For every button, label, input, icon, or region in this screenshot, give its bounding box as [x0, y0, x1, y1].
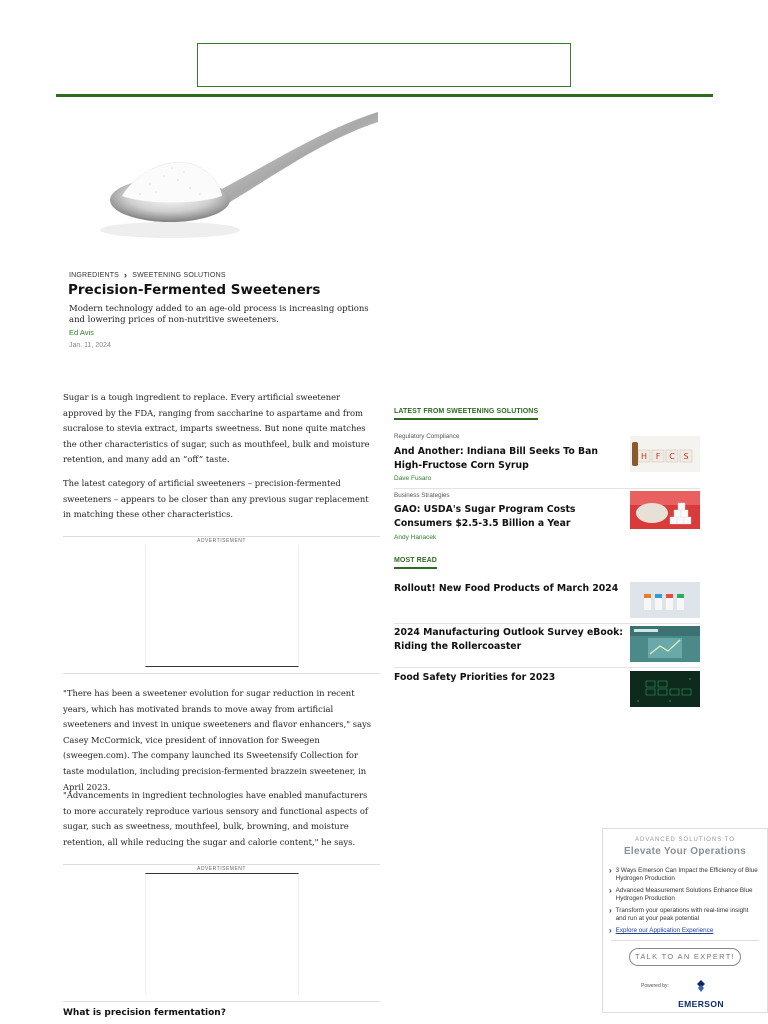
brand-name: EMERSON: [678, 999, 724, 1009]
promo-item[interactable]: › Advanced Measurement Solutions Enhance Blue Hydrogen Production: [609, 886, 753, 902]
ebook-cover-image[interactable]: [630, 626, 700, 662]
svg-text:F: F: [655, 452, 661, 461]
promo-link[interactable]: › Explore our Application Experience: [609, 926, 714, 935]
chevron-right-icon: ›: [609, 906, 612, 915]
promo-item[interactable]: › Transform your operations with real-time insight and run at your peak potential: [609, 906, 749, 922]
hfcs-blocks-image[interactable]: [630, 436, 700, 472]
svg-text:C: C: [669, 452, 675, 461]
svg-text:S: S: [683, 452, 689, 461]
article-author[interactable]: Ed Avis: [69, 328, 94, 337]
divider: [611, 940, 759, 941]
article-paragraph: "There has been a sweetener evolution for sugar reduction in recent years, which has motivated brands to move away from artificial sweeteners and invest in unique sweeteners and flavor enhancers," says Casey McCormick, vice president of innovation for Sweegen (sweegen.com). The company launched its Sweetensify Collection for taste modulation, including precision-fermented brazzein sweetener, in April 2023.: [63, 688, 372, 792]
chevron-right-icon: ›: [609, 886, 612, 895]
most-read-heading: MOST READ: [394, 557, 437, 569]
ad-slot[interactable]: [145, 873, 299, 995]
header-divider: [56, 94, 713, 97]
most-read-title[interactable]: 2024 Manufacturing Outlook Survey eBook: Riding the Rollercoaster: [394, 627, 624, 652]
most-read-title[interactable]: Rollout! New Food Products of March 2024: [394, 583, 619, 594]
divider: [394, 623, 700, 624]
promo-list: [609, 867, 767, 935]
sugar-spoon-image: [60, 100, 380, 260]
product-bottles-image[interactable]: [630, 582, 700, 618]
latest-author[interactable]: Andy Hanacek: [394, 534, 437, 541]
chevron-right-icon: ›: [609, 866, 612, 875]
talk-to-expert-button[interactable]: TALK TO AN EXPERT!: [629, 948, 741, 966]
article-date: Jan. 11, 2024: [69, 342, 111, 349]
inline-ad: [63, 536, 380, 674]
article-dek: Modern technology added to an age-old process is increasing options and lowering prices of non-nutritive sweeteners.: [69, 304, 369, 325]
latest-author[interactable]: Dave Fusaro: [394, 475, 432, 482]
top-banner-ad[interactable]: [197, 43, 571, 87]
article-paragraph: Sugar is a tough ingredient to replace. Every artificial sweetener approved by the FDA, ranging from saccharine to aspartame and from sucralose to stevia extract, imparts sweetness. But none quite matches the other characteristics of sugar, such as mouthfeel, bulk and moisture retention, and many add an “off” taste.: [63, 392, 370, 465]
breadcrumb: [69, 270, 226, 280]
ad-slot[interactable]: [145, 545, 299, 667]
article-paragraph: The latest category of artificial sweeteners – precision-fermented sweeteners – appears to be closer than any previous sugar replacement in matching these other characteristics.: [63, 478, 369, 520]
divider: [394, 488, 700, 489]
breadcrumb-ingredients[interactable]: INGREDIENTS: [69, 271, 120, 279]
latest-category[interactable]: Regulatory Compliance: [394, 433, 460, 440]
latest-article-title[interactable]: GAO: USDA's Sugar Program Costs Consumers $2.5-3.5 Billion a Year: [394, 504, 576, 529]
emerson-logo-icon: [694, 979, 708, 993]
svg-text:H: H: [640, 452, 648, 461]
most-read-title[interactable]: Food Safety Priorities for 2023: [394, 672, 556, 683]
data-screen-image[interactable]: [630, 671, 700, 707]
latest-category[interactable]: Business Strategies: [394, 492, 450, 499]
article-subhead: What is precision fermentation?: [63, 1008, 226, 1018]
sugar-cubes-image[interactable]: [630, 491, 700, 529]
promo-kicker: ADVANCED SOLUTIONS TO: [634, 837, 736, 843]
chevron-right-icon: ›: [609, 926, 612, 935]
divider: [394, 667, 700, 668]
emerson-promo: [602, 828, 768, 1013]
ad-label: ADVERTISEMENT: [197, 866, 246, 872]
promo-headline: Elevate Your Operations: [623, 846, 747, 857]
article-title: Precision-Fermented Sweeteners: [68, 282, 321, 298]
article-paragraph: "Advancements in ingredient technologies have enabled manufacturers to more accurately reproduce various sensory and functional aspects of sugar, such as sweetness, mouthfeel, bulk, browning, and moisture retention, all while reducing the sugar and calorie content," he says.: [63, 790, 369, 847]
latest-heading: LATEST FROM SWEETENING SOLUTIONS: [394, 408, 538, 420]
latest-article-title[interactable]: And Another: Indiana Bill Seeks To Ban High-Fructose Corn Syrup: [394, 446, 598, 471]
powered-by-label: Powered by:: [641, 983, 669, 989]
breadcrumb-sweetening-solutions[interactable]: SWEETENING SOLUTIONS: [132, 271, 226, 279]
emerson-logo[interactable]: [671, 979, 731, 1009]
ad-label: ADVERTISEMENT: [197, 538, 246, 544]
inline-ad: [63, 864, 380, 1002]
promo-item[interactable]: › 3 Ways Emerson Can Impact the Efficiency of Blue Hydrogen Production: [609, 866, 758, 882]
chevron-right-icon: ›: [124, 270, 128, 280]
